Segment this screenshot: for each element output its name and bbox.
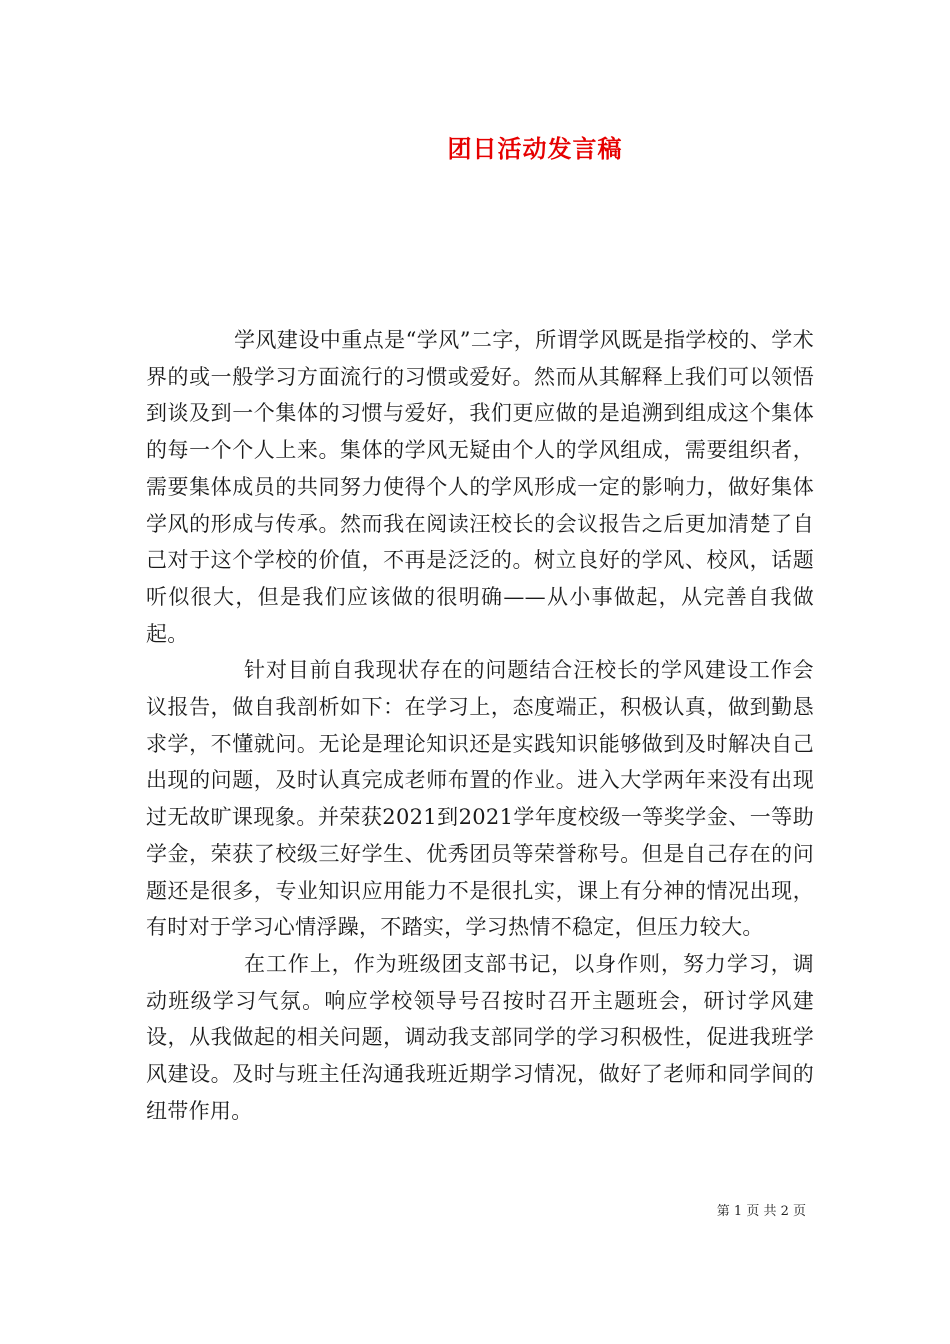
page-number-footer: 第 1 页 共 2 页 [716, 1204, 806, 1219]
document-body [146, 322, 814, 1129]
paragraph-1: 学风建设中重点是“学风”二字，所谓学风既是指学校的、学术界的或一般学习方面流行的习惯或爱好。然而从其解释上我们可以领悟到谈及到一个集体的习惯与爱好，我们更应做的是追溯到组成这个集体的每一个个人上来。集体的学风无疑由个人的学风组成，需要组织者，需要集体成员的共同努力使得个人的学风形成一定的影响力，做好集体学风的形成与传承。然而我在阅读汪校长的会议报告之后更加清楚了自己对于这个学校的价值，不再是泛泛的。树立良好的学风、校风，话题听似很大，但是我们应该做的很明确——从小事做起，从完善自我做起。 [146, 328, 814, 646]
document-title: 团日活动发言稿 [447, 135, 623, 163]
paragraph-3: 在工作上，作为班级团支部书记，以身作则，努力学习，调动班级学习气氛。响应学校领导号召按时召开主题班会，研讨学风建设，从我做起的相关问题，调动我支部同学的学习积极性，促进我班学风建设。及时与班主任沟通我班近期学习情况，做好了老师和同学间的纽带作用。 [146, 951, 814, 1123]
paragraph-2: 针对目前自我现状存在的问题结合汪校长的学风建设工作会议报告，做自我剖析如下：在学习上，态度端正，积极认真，做到勤恳求学，不懂就问。无论是理论知识还是实践知识能够做到及时解决自己出现的问题，及时认真完成老师布置的作业。进入大学两年来没有出现过无故旷课现象。并荣获2021到2021学年度校级一等奖学金、一等助学金，荣获了校级三好学生、优秀团员等荣誉称号。但是自己存在的问题还是很多，专业知识应用能力不是很扎实，课上有分神的情况出现，有时对于学习心情浮躁，不踏实，学习热情不稳定，但压力较大。 [146, 658, 814, 940]
